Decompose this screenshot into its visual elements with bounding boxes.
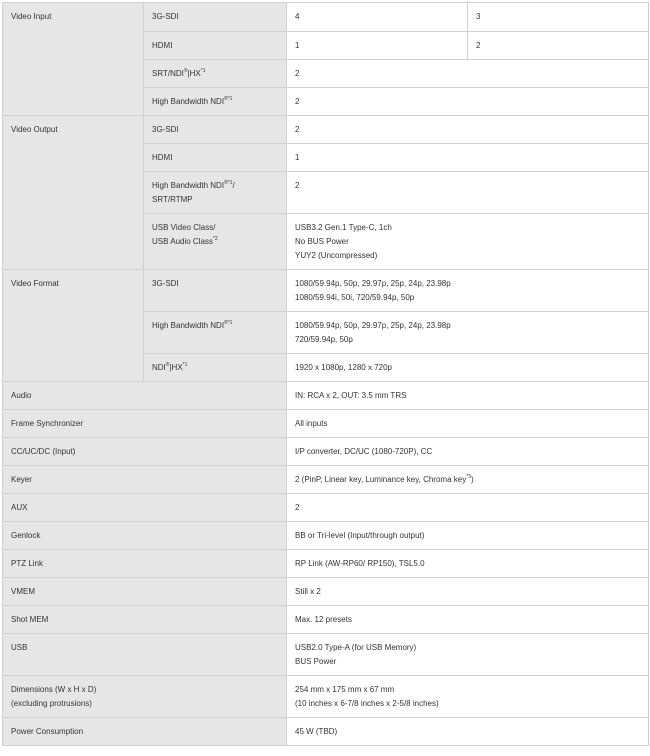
- table-row: [3, 3, 649, 32]
- spec-table: [2, 2, 649, 746]
- value-cell: 1: [287, 32, 468, 60]
- sub-label: High Bandwidth $NDI^{®*1}$: [144, 312, 287, 354]
- category-cc-uc-dc: CC/UC/DC (Input): [3, 438, 287, 466]
- category-video-input: Video Input: [3, 3, 144, 116]
- table-row: [3, 466, 649, 494]
- value-cell: All inputs: [287, 410, 649, 438]
- table-row: [3, 438, 649, 466]
- value-cell: RP Link (AW-RP60/ RP150), TSL5.0: [287, 550, 649, 578]
- table-row: [3, 410, 649, 438]
- value-cell: Still x 2: [287, 578, 649, 606]
- value-cell: Max. 12 presets: [287, 606, 649, 634]
- sub-label: 3G-SDI: [144, 3, 287, 32]
- category-usb: USB: [3, 634, 287, 676]
- value-cell: 2 (PinP, Linear key, Luminance key, Chroma key$^{*3}$): [287, 466, 649, 494]
- sub-label: High Bandwidth $NDI^{®*1}/$ SRT/RTMP: [144, 172, 287, 214]
- value-cell: 2: [287, 88, 649, 116]
- category-genlock: Genlock: [3, 522, 287, 550]
- value-cell: 1080/59.94p, 50p, 29.97p, 25p, 24p, 23.98p 720/59.94p, 50p: [287, 312, 649, 354]
- value-cell: 1: [287, 144, 649, 172]
- value-cell: 2: [287, 116, 649, 144]
- value-cell: I/P converter, DC/UC (1080-720P), CC: [287, 438, 649, 466]
- category-power-consumption: Power Consumption: [3, 718, 287, 746]
- value-cell: 2: [468, 32, 649, 60]
- table-row: [3, 606, 649, 634]
- value-cell: 2: [287, 494, 649, 522]
- category-audio: Audio: [3, 382, 287, 410]
- category-ptz-link: PTZ Link: [3, 550, 287, 578]
- value-cell: 2: [287, 60, 649, 88]
- category-aux: AUX: [3, 494, 287, 522]
- category-shot-mem: Shot MEM: [3, 606, 287, 634]
- value-cell: 1920 x 1080p, 1280 x 720p: [287, 354, 649, 382]
- sub-label: USB Video Class/ USB Audio Class$^{*2}$: [144, 214, 287, 270]
- table-row: [3, 494, 649, 522]
- value-cell: 3: [468, 3, 649, 32]
- sub-label: HDMI: [144, 144, 287, 172]
- value-cell: USB2.0 Type-A (for USB Memory) BUS Power: [287, 634, 649, 676]
- value-cell: BB or Tri-level (Input/through output): [287, 522, 649, 550]
- value-cell: 45 W (TBD): [287, 718, 649, 746]
- sub-label: NDI®|HX$^{*1}$: [144, 354, 287, 382]
- table-row: [3, 578, 649, 606]
- table-row: [3, 634, 649, 676]
- sub-label: 3G-SDI: [144, 270, 287, 312]
- category-dimensions: Dimensions (W x H x D) (excluding protrusions): [3, 676, 287, 718]
- value-cell: 254 mm x 175 mm x 67 mm (10 inches x 6-7/8 inches x 2-5/8 inches): [287, 676, 649, 718]
- table-row: [3, 550, 649, 578]
- table-row: [3, 270, 649, 312]
- value-cell: IN: RCA x 2, OUT: 3.5 mm TRS: [287, 382, 649, 410]
- sub-label: High Bandwidth $NDI^{®*1}$: [144, 88, 287, 116]
- value-cell: USB3.2 Gen.1 Type-C, 1ch No BUS Power YUY2 (Uncompressed): [287, 214, 649, 270]
- category-video-format: Video Format: [3, 270, 144, 382]
- value-cell: 4: [287, 3, 468, 32]
- sub-label: 3G-SDI: [144, 116, 287, 144]
- value-cell: 1080/59.94p, 50p, 29.97p, 25p, 24p, 23.98p 1080/59.94i, 50i, 720/59.94p, 50p: [287, 270, 649, 312]
- category-vmem: VMEM: [3, 578, 287, 606]
- table-row: [3, 382, 649, 410]
- sub-label: SRT/NDI®|HX$^{*1}$: [144, 60, 287, 88]
- sub-label: HDMI: [144, 32, 287, 60]
- table-row: [3, 522, 649, 550]
- category-keyer: Keyer: [3, 466, 287, 494]
- table-row: [3, 676, 649, 718]
- category-frame-synchronizer: Frame Synchronizer: [3, 410, 287, 438]
- category-video-output: Video Output: [3, 116, 144, 270]
- table-row: [3, 116, 649, 144]
- table-row: [3, 718, 649, 746]
- value-cell: 2: [287, 172, 649, 214]
